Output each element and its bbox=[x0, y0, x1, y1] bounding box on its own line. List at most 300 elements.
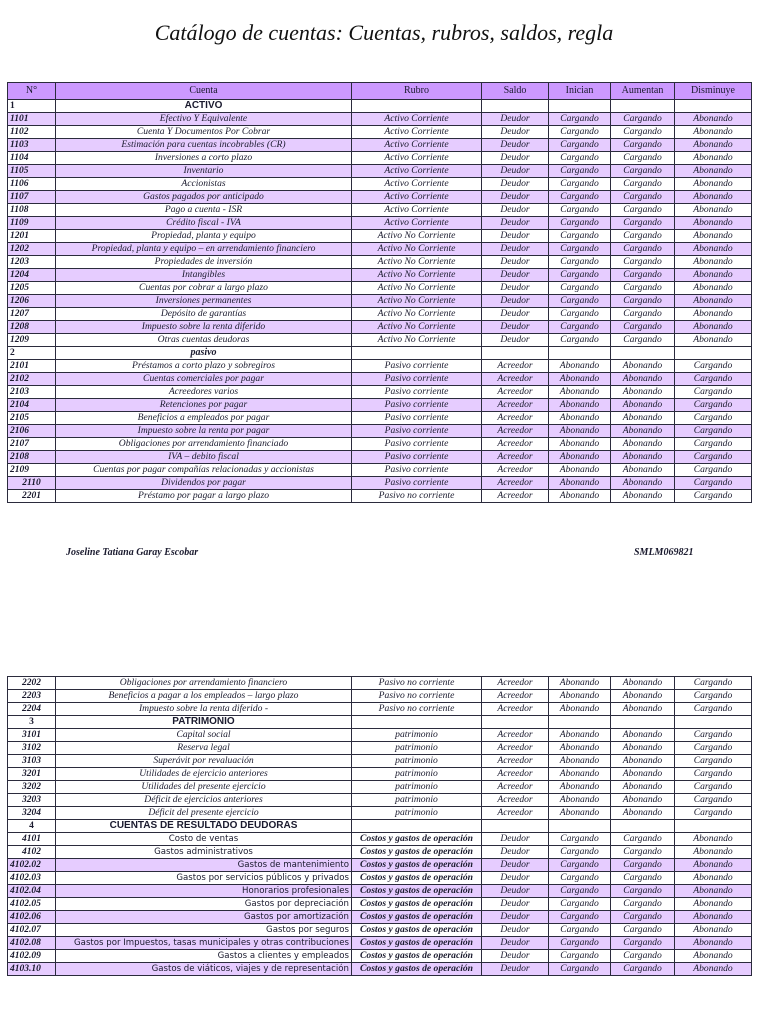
account-number-cell: 1101 bbox=[8, 113, 56, 126]
account-number-cell: 2108 bbox=[8, 451, 56, 464]
account-number-cell: 2103 bbox=[8, 386, 56, 399]
increases-with-cell: Abonando bbox=[611, 464, 675, 477]
account-number-cell: 4102 bbox=[8, 846, 56, 859]
increases-with-cell: Abonando bbox=[611, 373, 675, 386]
table-row bbox=[8, 295, 752, 308]
starts-with-cell: Abonando bbox=[549, 425, 611, 438]
table-2-body bbox=[8, 677, 752, 976]
account-category-cell: Pasivo corriente bbox=[352, 399, 482, 412]
account-category-cell: Activo No Corriente bbox=[352, 269, 482, 282]
balance-type-cell: Deudor bbox=[482, 243, 549, 256]
section-row bbox=[8, 716, 752, 729]
account-name-cell: Cuentas por pagar compañías relacionadas y accionistas bbox=[56, 464, 352, 477]
table-row bbox=[8, 152, 752, 165]
starts-with-cell: Abonando bbox=[549, 360, 611, 373]
table-1-body bbox=[8, 100, 752, 503]
balance-type-cell: Acreedor bbox=[482, 464, 549, 477]
balance-type-cell: Acreedor bbox=[482, 729, 549, 742]
decreases-with-cell: Cargando bbox=[675, 438, 752, 451]
balance-type-cell: Acreedor bbox=[482, 451, 549, 464]
account-category-cell: Activo No Corriente bbox=[352, 282, 482, 295]
decreases-with-cell bbox=[675, 100, 752, 113]
table-row bbox=[8, 334, 752, 347]
account-name-cell: Impuesto sobre la renta diferido - bbox=[56, 703, 352, 716]
starts-with-cell: Cargando bbox=[549, 885, 611, 898]
balance-type-cell: Acreedor bbox=[482, 677, 549, 690]
starts-with-cell bbox=[549, 347, 611, 360]
starts-with-cell: Cargando bbox=[549, 282, 611, 295]
account-number-cell: 1202 bbox=[8, 243, 56, 256]
account-name-cell: Gastos por seguros bbox=[56, 924, 352, 937]
table-header-row bbox=[8, 83, 752, 100]
increases-with-cell: Cargando bbox=[611, 950, 675, 963]
table-row bbox=[8, 204, 752, 217]
account-name-cell: Gastos por amortización bbox=[56, 911, 352, 924]
decreases-with-cell: Abonando bbox=[675, 282, 752, 295]
starts-with-cell: Abonando bbox=[549, 412, 611, 425]
account-category-cell: Activo Corriente bbox=[352, 204, 482, 217]
table-row bbox=[8, 859, 752, 872]
account-name-cell: Déficit de ejercicios anteriores bbox=[56, 794, 352, 807]
account-name-cell: Gastos por depreciación bbox=[56, 898, 352, 911]
starts-with-cell: Abonando bbox=[549, 690, 611, 703]
decreases-with-cell: Abonando bbox=[675, 937, 752, 950]
decreases-with-cell: Abonando bbox=[675, 334, 752, 347]
starts-with-cell: Cargando bbox=[549, 295, 611, 308]
increases-with-cell: Abonando bbox=[611, 360, 675, 373]
table-row bbox=[8, 924, 752, 937]
balance-type-cell: Deudor bbox=[482, 898, 549, 911]
account-name-cell: Inversiones a corto plazo bbox=[56, 152, 352, 165]
table-row bbox=[8, 438, 752, 451]
increases-with-cell bbox=[611, 347, 675, 360]
increases-with-cell: Cargando bbox=[611, 139, 675, 152]
account-name-cell: Préstamo por pagar a largo plazo bbox=[56, 490, 352, 503]
table-row bbox=[8, 399, 752, 412]
account-category-cell: Activo Corriente bbox=[352, 152, 482, 165]
starts-with-cell: Cargando bbox=[549, 230, 611, 243]
decreases-with-cell: Abonando bbox=[675, 217, 752, 230]
account-name-cell: pasivo bbox=[56, 347, 352, 360]
decreases-with-cell: Abonando bbox=[675, 178, 752, 191]
author-name: Joseline Tatiana Garay Escobar bbox=[66, 547, 199, 558]
account-category-cell: patrimonio bbox=[352, 807, 482, 820]
increases-with-cell: Cargando bbox=[611, 833, 675, 846]
table-row bbox=[8, 191, 752, 204]
balance-type-cell: Acreedor bbox=[482, 425, 549, 438]
account-category-cell: Costos y gastos de operación bbox=[352, 937, 482, 950]
account-category-cell: patrimonio bbox=[352, 794, 482, 807]
increases-with-cell: Abonando bbox=[611, 807, 675, 820]
account-number-cell: 1108 bbox=[8, 204, 56, 217]
balance-type-cell: Acreedor bbox=[482, 807, 549, 820]
balance-type-cell: Deudor bbox=[482, 963, 549, 976]
section-row bbox=[8, 347, 752, 360]
increases-with-cell bbox=[611, 100, 675, 113]
starts-with-cell: Cargando bbox=[549, 321, 611, 334]
balance-type-cell: Acreedor bbox=[482, 781, 549, 794]
increases-with-cell: Cargando bbox=[611, 230, 675, 243]
balance-type-cell: Acreedor bbox=[482, 690, 549, 703]
account-name-cell: Depósito de garantías bbox=[56, 308, 352, 321]
account-number-cell: 2102 bbox=[8, 373, 56, 386]
account-category-cell: Pasivo corriente bbox=[352, 451, 482, 464]
increases-with-cell: Cargando bbox=[611, 191, 675, 204]
account-category-cell: Costos y gastos de operación bbox=[352, 898, 482, 911]
decreases-with-cell: Abonando bbox=[675, 859, 752, 872]
decreases-with-cell: Cargando bbox=[675, 490, 752, 503]
account-category-cell: Costos y gastos de operación bbox=[352, 859, 482, 872]
account-category-cell bbox=[352, 347, 482, 360]
section-row bbox=[8, 820, 752, 833]
account-name-cell: Cuenta Y Documentos Por Cobrar bbox=[56, 126, 352, 139]
account-number-cell: 3102 bbox=[8, 742, 56, 755]
increases-with-cell: Cargando bbox=[611, 178, 675, 191]
account-category-cell: Activo Corriente bbox=[352, 165, 482, 178]
increases-with-cell: Abonando bbox=[611, 677, 675, 690]
decreases-with-cell: Abonando bbox=[675, 321, 752, 334]
decreases-with-cell: Abonando bbox=[675, 950, 752, 963]
balance-type-cell: Acreedor bbox=[482, 438, 549, 451]
account-number-cell: 1206 bbox=[8, 295, 56, 308]
table-row bbox=[8, 126, 752, 139]
starts-with-cell: Cargando bbox=[549, 859, 611, 872]
decreases-with-cell bbox=[675, 347, 752, 360]
balance-type-cell: Deudor bbox=[482, 937, 549, 950]
account-number-cell: 1201 bbox=[8, 230, 56, 243]
increases-with-cell: Abonando bbox=[611, 729, 675, 742]
account-category-cell: Activo Corriente bbox=[352, 113, 482, 126]
account-category-cell: Costos y gastos de operación bbox=[352, 846, 482, 859]
balance-type-cell: Acreedor bbox=[482, 399, 549, 412]
decreases-with-cell: Abonando bbox=[675, 165, 752, 178]
starts-with-cell: Cargando bbox=[549, 191, 611, 204]
account-number-cell: 2110 bbox=[8, 477, 56, 490]
accounts-table-1 bbox=[7, 82, 752, 503]
table-row bbox=[8, 425, 752, 438]
account-name-cell: Obligaciones por arrendamiento financiero bbox=[56, 677, 352, 690]
account-number-cell: 4101 bbox=[8, 833, 56, 846]
balance-type-cell: Deudor bbox=[482, 204, 549, 217]
table-row bbox=[8, 412, 752, 425]
account-category-cell: Pasivo corriente bbox=[352, 425, 482, 438]
table-row bbox=[8, 178, 752, 191]
account-number-cell: 3204 bbox=[8, 807, 56, 820]
account-category-cell: Activo No Corriente bbox=[352, 321, 482, 334]
decreases-with-cell: Abonando bbox=[675, 204, 752, 217]
account-number-cell: 4102.04 bbox=[8, 885, 56, 898]
account-name-cell: Retenciones por pagar bbox=[56, 399, 352, 412]
table-row bbox=[8, 937, 752, 950]
account-number-cell: 4102.09 bbox=[8, 950, 56, 963]
table-row bbox=[8, 768, 752, 781]
decreases-with-cell: Abonando bbox=[675, 191, 752, 204]
increases-with-cell: Cargando bbox=[611, 911, 675, 924]
increases-with-cell: Cargando bbox=[611, 256, 675, 269]
starts-with-cell: Abonando bbox=[549, 781, 611, 794]
increases-with-cell: Abonando bbox=[611, 768, 675, 781]
starts-with-cell: Cargando bbox=[549, 872, 611, 885]
account-name-cell: Estimación para cuentas incobrables (CR) bbox=[56, 139, 352, 152]
account-number-cell: 4 bbox=[8, 820, 56, 833]
balance-type-cell: Deudor bbox=[482, 113, 549, 126]
balance-type-cell: Acreedor bbox=[482, 477, 549, 490]
account-name-cell: Superávit por revaluación bbox=[56, 755, 352, 768]
increases-with-cell: Cargando bbox=[611, 269, 675, 282]
account-category-cell: Pasivo no corriente bbox=[352, 690, 482, 703]
account-category-cell: Pasivo no corriente bbox=[352, 703, 482, 716]
decreases-with-cell: Cargando bbox=[675, 794, 752, 807]
decreases-with-cell: Abonando bbox=[675, 833, 752, 846]
decreases-with-cell: Cargando bbox=[675, 755, 752, 768]
decreases-with-cell: Cargando bbox=[675, 742, 752, 755]
account-category-cell: Activo No Corriente bbox=[352, 243, 482, 256]
starts-with-cell: Cargando bbox=[549, 898, 611, 911]
account-number-cell: 4103.10 bbox=[8, 963, 56, 976]
starts-with-cell bbox=[549, 820, 611, 833]
increases-with-cell: Cargando bbox=[611, 295, 675, 308]
decreases-with-cell: Cargando bbox=[675, 360, 752, 373]
account-category-cell: Costos y gastos de operación bbox=[352, 872, 482, 885]
account-name-cell: Gastos por Impuestos, tasas municipales y otras contribuciones bbox=[56, 937, 352, 950]
header-numero: N° bbox=[8, 83, 56, 100]
table-row bbox=[8, 230, 752, 243]
account-number-cell: 3103 bbox=[8, 755, 56, 768]
account-number-cell: 2204 bbox=[8, 703, 56, 716]
account-name-cell: Intangibles bbox=[56, 269, 352, 282]
table-row bbox=[8, 742, 752, 755]
starts-with-cell: Cargando bbox=[549, 165, 611, 178]
increases-with-cell: Abonando bbox=[611, 399, 675, 412]
account-category-cell: Activo No Corriente bbox=[352, 256, 482, 269]
decreases-with-cell: Abonando bbox=[675, 308, 752, 321]
account-category-cell: Costos y gastos de operación bbox=[352, 833, 482, 846]
account-category-cell bbox=[352, 100, 482, 113]
table-row bbox=[8, 885, 752, 898]
increases-with-cell: Cargando bbox=[611, 937, 675, 950]
table-row bbox=[8, 703, 752, 716]
starts-with-cell: Abonando bbox=[549, 729, 611, 742]
balance-type-cell: Acreedor bbox=[482, 412, 549, 425]
starts-with-cell: Abonando bbox=[549, 755, 611, 768]
starts-with-cell: Cargando bbox=[549, 963, 611, 976]
table-row bbox=[8, 963, 752, 976]
balance-type-cell: Deudor bbox=[482, 126, 549, 139]
account-number-cell: 1208 bbox=[8, 321, 56, 334]
balance-type-cell: Deudor bbox=[482, 165, 549, 178]
account-name-cell: Cuentas por cobrar a largo plazo bbox=[56, 282, 352, 295]
account-number-cell: 2101 bbox=[8, 360, 56, 373]
increases-with-cell: Cargando bbox=[611, 859, 675, 872]
starts-with-cell: Cargando bbox=[549, 846, 611, 859]
account-name-cell: Gastos por servicios públicos y privados bbox=[56, 872, 352, 885]
table-row bbox=[8, 321, 752, 334]
account-category-cell: Costos y gastos de operación bbox=[352, 885, 482, 898]
account-name-cell: Impuesto sobre la renta diferido bbox=[56, 321, 352, 334]
increases-with-cell: Cargando bbox=[611, 217, 675, 230]
decreases-with-cell: Abonando bbox=[675, 924, 752, 937]
balance-type-cell: Acreedor bbox=[482, 703, 549, 716]
account-number-cell: 1102 bbox=[8, 126, 56, 139]
account-number-cell: 2107 bbox=[8, 438, 56, 451]
account-name-cell: Propiedades de inversión bbox=[56, 256, 352, 269]
starts-with-cell: Cargando bbox=[549, 178, 611, 191]
increases-with-cell: Abonando bbox=[611, 477, 675, 490]
decreases-with-cell: Abonando bbox=[675, 846, 752, 859]
table-row bbox=[8, 807, 752, 820]
account-name-cell: Gastos administrativos bbox=[56, 846, 352, 859]
account-number-cell: 1205 bbox=[8, 282, 56, 295]
starts-with-cell: Cargando bbox=[549, 833, 611, 846]
starts-with-cell: Cargando bbox=[549, 113, 611, 126]
balance-type-cell: Deudor bbox=[482, 872, 549, 885]
account-number-cell: 1109 bbox=[8, 217, 56, 230]
account-number-cell: 1107 bbox=[8, 191, 56, 204]
account-name-cell: Accionistas bbox=[56, 178, 352, 191]
account-number-cell: 4102.06 bbox=[8, 911, 56, 924]
starts-with-cell: Cargando bbox=[549, 308, 611, 321]
balance-type-cell: Acreedor bbox=[482, 755, 549, 768]
increases-with-cell: Cargando bbox=[611, 308, 675, 321]
starts-with-cell bbox=[549, 100, 611, 113]
account-number-cell: 1209 bbox=[8, 334, 56, 347]
account-name-cell: Capital social bbox=[56, 729, 352, 742]
account-name-cell: Déficit del presente ejercicio bbox=[56, 807, 352, 820]
starts-with-cell: Abonando bbox=[549, 438, 611, 451]
decreases-with-cell: Abonando bbox=[675, 152, 752, 165]
starts-with-cell: Cargando bbox=[549, 937, 611, 950]
decreases-with-cell: Cargando bbox=[675, 729, 752, 742]
balance-type-cell: Acreedor bbox=[482, 742, 549, 755]
increases-with-cell: Abonando bbox=[611, 781, 675, 794]
decreases-with-cell bbox=[675, 716, 752, 729]
increases-with-cell bbox=[611, 820, 675, 833]
account-number-cell: 2202 bbox=[8, 677, 56, 690]
decreases-with-cell: Cargando bbox=[675, 703, 752, 716]
header-inician: Inician bbox=[549, 83, 611, 100]
account-name-cell: Dividendos por pagar bbox=[56, 477, 352, 490]
decreases-with-cell bbox=[675, 820, 752, 833]
account-name-cell: Inventario bbox=[56, 165, 352, 178]
increases-with-cell bbox=[611, 716, 675, 729]
decreases-with-cell: Abonando bbox=[675, 295, 752, 308]
account-category-cell: patrimonio bbox=[352, 755, 482, 768]
student-code: SMLM069821 bbox=[634, 547, 694, 558]
decreases-with-cell: Cargando bbox=[675, 386, 752, 399]
table-row bbox=[8, 781, 752, 794]
account-name-cell: Obligaciones por arrendamiento financiado bbox=[56, 438, 352, 451]
account-category-cell: Pasivo no corriente bbox=[352, 490, 482, 503]
increases-with-cell: Abonando bbox=[611, 490, 675, 503]
account-category-cell: Pasivo no corriente bbox=[352, 677, 482, 690]
table-row bbox=[8, 165, 752, 178]
decreases-with-cell: Cargando bbox=[675, 781, 752, 794]
increases-with-cell: Cargando bbox=[611, 126, 675, 139]
table-row bbox=[8, 113, 752, 126]
increases-with-cell: Abonando bbox=[611, 438, 675, 451]
account-name-cell: ACTIVO bbox=[56, 100, 352, 113]
table-row bbox=[8, 477, 752, 490]
balance-type-cell: Deudor bbox=[482, 217, 549, 230]
account-number-cell: 2104 bbox=[8, 399, 56, 412]
balance-type-cell: Deudor bbox=[482, 924, 549, 937]
starts-with-cell: Cargando bbox=[549, 139, 611, 152]
increases-with-cell: Cargando bbox=[611, 872, 675, 885]
account-category-cell: patrimonio bbox=[352, 768, 482, 781]
account-number-cell: 4102.05 bbox=[8, 898, 56, 911]
table-row bbox=[8, 898, 752, 911]
account-category-cell: Activo No Corriente bbox=[352, 308, 482, 321]
table-row bbox=[8, 451, 752, 464]
table-row bbox=[8, 872, 752, 885]
balance-type-cell: Deudor bbox=[482, 885, 549, 898]
increases-with-cell: Cargando bbox=[611, 963, 675, 976]
balance-type-cell: Deudor bbox=[482, 256, 549, 269]
account-number-cell: 2106 bbox=[8, 425, 56, 438]
increases-with-cell: Cargando bbox=[611, 924, 675, 937]
account-name-cell: Beneficios a pagar a los empleados – largo plazo bbox=[56, 690, 352, 703]
balance-type-cell: Deudor bbox=[482, 321, 549, 334]
starts-with-cell: Cargando bbox=[549, 204, 611, 217]
table-row bbox=[8, 490, 752, 503]
account-category-cell: Costos y gastos de operación bbox=[352, 911, 482, 924]
table-row bbox=[8, 911, 752, 924]
increases-with-cell: Abonando bbox=[611, 425, 675, 438]
starts-with-cell: Abonando bbox=[549, 386, 611, 399]
decreases-with-cell: Abonando bbox=[675, 898, 752, 911]
balance-type-cell bbox=[482, 820, 549, 833]
account-number-cell: 1105 bbox=[8, 165, 56, 178]
increases-with-cell: Abonando bbox=[611, 703, 675, 716]
table-row bbox=[8, 950, 752, 963]
account-number-cell: 1 bbox=[8, 100, 56, 113]
decreases-with-cell: Cargando bbox=[675, 677, 752, 690]
account-name-cell: Beneficios a empleados por pagar bbox=[56, 412, 352, 425]
account-category-cell: patrimonio bbox=[352, 742, 482, 755]
account-number-cell: 4102.02 bbox=[8, 859, 56, 872]
table-row bbox=[8, 269, 752, 282]
decreases-with-cell: Abonando bbox=[675, 113, 752, 126]
decreases-with-cell: Abonando bbox=[675, 256, 752, 269]
account-name-cell: Gastos de viáticos, viajes y de representación bbox=[56, 963, 352, 976]
decreases-with-cell: Cargando bbox=[675, 464, 752, 477]
account-category-cell: Activo Corriente bbox=[352, 139, 482, 152]
account-category-cell: Pasivo corriente bbox=[352, 464, 482, 477]
account-category-cell: Pasivo corriente bbox=[352, 386, 482, 399]
increases-with-cell: Abonando bbox=[611, 690, 675, 703]
starts-with-cell bbox=[549, 716, 611, 729]
decreases-with-cell: Cargando bbox=[675, 425, 752, 438]
table-row bbox=[8, 217, 752, 230]
starts-with-cell: Cargando bbox=[549, 950, 611, 963]
starts-with-cell: Cargando bbox=[549, 217, 611, 230]
balance-type-cell bbox=[482, 347, 549, 360]
balance-type-cell: Deudor bbox=[482, 911, 549, 924]
balance-type-cell: Acreedor bbox=[482, 768, 549, 781]
balance-type-cell: Deudor bbox=[482, 859, 549, 872]
section-row bbox=[8, 100, 752, 113]
balance-type-cell: Deudor bbox=[482, 833, 549, 846]
account-number-cell: 2105 bbox=[8, 412, 56, 425]
increases-with-cell: Abonando bbox=[611, 794, 675, 807]
starts-with-cell: Abonando bbox=[549, 768, 611, 781]
table-row bbox=[8, 846, 752, 859]
account-name-cell: Cuentas comerciales por pagar bbox=[56, 373, 352, 386]
account-name-cell: Acreedores varios bbox=[56, 386, 352, 399]
account-category-cell bbox=[352, 716, 482, 729]
balance-type-cell: Deudor bbox=[482, 230, 549, 243]
starts-with-cell: Abonando bbox=[549, 677, 611, 690]
